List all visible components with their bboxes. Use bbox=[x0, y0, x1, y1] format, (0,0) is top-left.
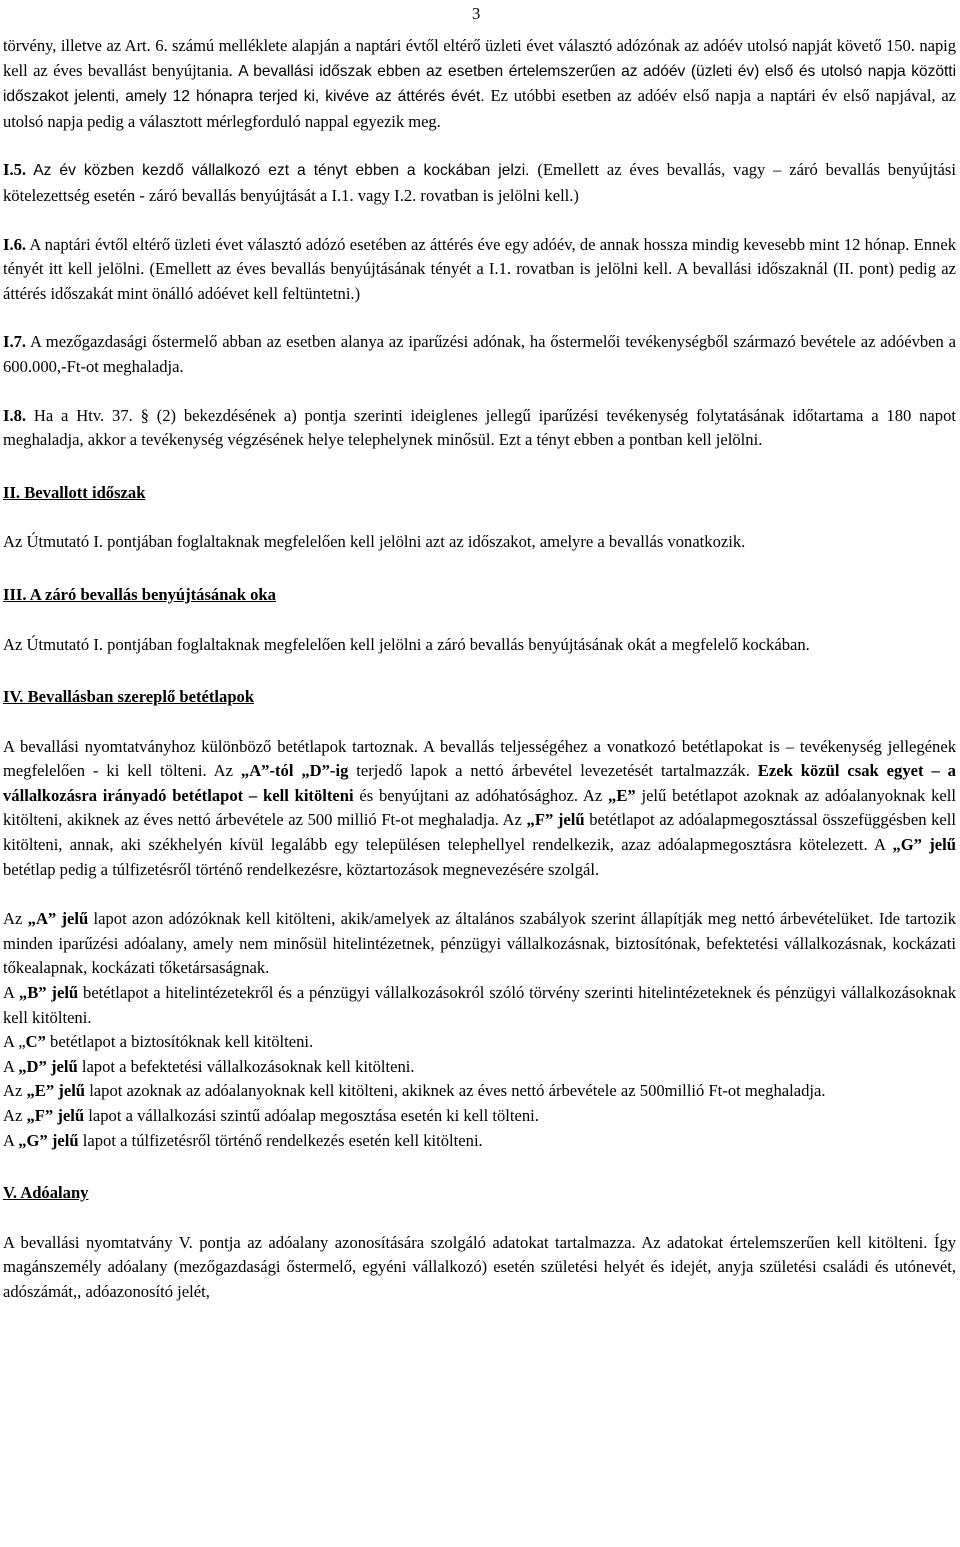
section-2-heading: II. Bevallott időszak bbox=[3, 482, 146, 502]
item-i8 bbox=[3, 404, 956, 453]
intro-text-1: törvény, illetve az Art. 6. számú melléklete alapján a naptári évtől eltérő üzleti évet választó adózónak az adóév utolsó napját követő 150. napig kell az éves bevallást benyújtania. bbox=[3, 36, 956, 80]
sheet-e-description: Az „E” jelű lapot azoknak az adóalanyoknak kell kitölteni, akiknek az éves nettó árbevétele az 500millió Ft-ot meghaladja. bbox=[3, 1081, 826, 1101]
item-i7-text: A mezőgazdasági őstermelő abban az esetben alanya az iparűzési adónak, ha őstermelői tevékenységből származó bevétele az adóévben a 600.000,-Ft-ot meghaladja. bbox=[3, 332, 956, 376]
item-i7 bbox=[3, 330, 956, 379]
document-body bbox=[3, 34, 956, 1305]
item-i5-text-1: Az év közben kezdő vállalkozó ezt a tényt ebben a kockában jelzi. bbox=[26, 162, 530, 180]
section-5-heading: V. Adóalany bbox=[3, 1183, 89, 1203]
section-2-text: Az Útmutató I. pontjában foglaltaknak megfelelően kell jelölni azt az időszakot, amelyre a bevallás vonatkozik. bbox=[3, 532, 746, 552]
item-i5-text-2: (Emellett az éves bevallás, vagy – záró bevallás benyújtási kötelezettség esetén - záró bevallás benyújtását a I.1. vagy I.2. rovatban is jelölni kell.) bbox=[3, 160, 956, 205]
section-3-text: Az Útmutató I. pontjában foglaltaknak megfelelően kell jelölni a záró bevallás benyújtásának okát a megfelelő kockában. bbox=[3, 634, 810, 654]
intro-text-3: Ez utóbbi esetben az adóév első napja a naptári év első napjával, az utolsó napja pedig a választott mérlegforduló nappal egyezik meg. bbox=[3, 86, 956, 131]
sheet-b-description: A „B” jelű betétlapot a hitelintézetekről és a pénzügyi vállalkozásokról szóló törvény szerinti hitelintézeteknek és pénzügyi vállalkozásoknak kell kitölteni. bbox=[3, 983, 957, 1027]
sheet-f-description: Az „F” jelű lapot a vállalkozási szintű adóalap megosztása esetén ki kell tölteni. bbox=[3, 1106, 539, 1125]
item-i6 bbox=[3, 233, 956, 307]
section-4-intro: A bevallási nyomtatványhoz különböző betétlapok tartoznak. A bevallás teljességéhez a vonatkozó betétlapokat is – tevékenység jellegének megfelelően - ki kell tölteni. Az „A”-tól „D”-ig terjedő lapok a nettó árbevétel levezetését tartalmazzák. Ezek közül csak egyet – a vállalkozásra irányadó betétlapot – kell kitölteni és benyújtani az adóhatósághoz. Az „E” jelű betétlapot azoknak az adóalanyoknak kell kitölteni, akiknek az éves nettó árbevétele az 500 millió Ft-ot meghaladja. Az „F” jelű betétlapot az adóalapmegosztással összefüggésben kell kitölteni, annak, aki székhelyén kívül legalább egy településen telephellyel rendelkezik, azaz adóalapmegosztásra kötelezett. A „G” jelű betétlap pedig a túlfizetésről történő rendelkezésre, köztartozások megnevezésére szolgál. bbox=[3, 736, 956, 879]
sheet-a-description: Az „A” jelű lapot azon adózóknak kell kitölteni, akik/amelyek az általános szabályok szerint állapítják meg nettó árbevételüket. Ide tartozik minden iparűzési adóalany, amely nem minősül hitelintézetnek, pénzügyi vállalkozásnak, biztosítónak, befektetési vállalkozásnak, kockázati tőkealapnak, kockázati tőketársaságnak. bbox=[3, 909, 956, 978]
item-i7-label: I.7. bbox=[3, 332, 27, 352]
section-3-heading: III. A záró bevallás benyújtásának oka bbox=[3, 584, 276, 604]
sheet-d-description: A „D” jelű lapot a befektetési vállalkozásoknak kell kitölteni. bbox=[3, 1056, 415, 1076]
sheet-c-description: A „C” betétlapot a biztosítóknak kell kitölteni. bbox=[3, 1032, 314, 1052]
item-i8-label: I.8. bbox=[3, 405, 27, 425]
page-number: 3 bbox=[472, 4, 481, 23]
item-i8-text: Ha a Htv. 37. § (2) bekezdésének a) pontja szerinti ideiglenes jellegű iparűzési tevékenység folytatásának időtartama a 180 napot meghaladja, akkor a tevékenység végzésének helye telephelynek minősül. Ezt a tényt ebben a pontban kell jelölni. bbox=[3, 405, 956, 450]
intro-paragraph bbox=[3, 34, 956, 134]
item-i6-text: A naptári évtől eltérő üzleti évet választó adózó esetében az áttérés éve egy adóév, de annak hossza mindig kevesebb mint 12 hónap. Ennek tényét itt kell jelölni. (Emellett az éves bevallás benyújtásának tényét a I.1. rovatban is jelölni kell. A bevallási időszaknál (II. pont) pedig az áttérés időszakát mint önálló adóévet kell feltüntetni.) bbox=[3, 234, 956, 303]
item-i5 bbox=[3, 158, 956, 208]
section-4-heading: IV. Bevallásban szereplő betétlapok bbox=[3, 687, 255, 707]
sheet-g-description: A „G” jelű lapot a túlfizetésről történő rendelkezés esetén kell kitölteni. bbox=[3, 1130, 483, 1150]
section-5-text: A bevallási nyomtatvány V. pontja az adóalany azonosítására szolgáló adatokat tartalmazza. Az adatokat értelemszerűen kell kitölteni. Így magánszemély adóalany (mezőgazdasági őstermelő, egyéni vállalkozó) esetén születési helyét és idejét, anyja születési családi és utónevét, adószámát,, adóazonosító jelét, bbox=[3, 1232, 956, 1301]
item-i5-label: I.5. bbox=[3, 160, 27, 180]
item-i6-label: I.6. bbox=[3, 234, 27, 254]
intro-text-2: A bevallási időszak ebben az esetben értelemszerűen az adóév (üzleti év) első és utolsó napja közötti időszakot jelenti, amely 12 hónapra terjed ki, kivéve az áttérés évét. bbox=[3, 62, 957, 106]
